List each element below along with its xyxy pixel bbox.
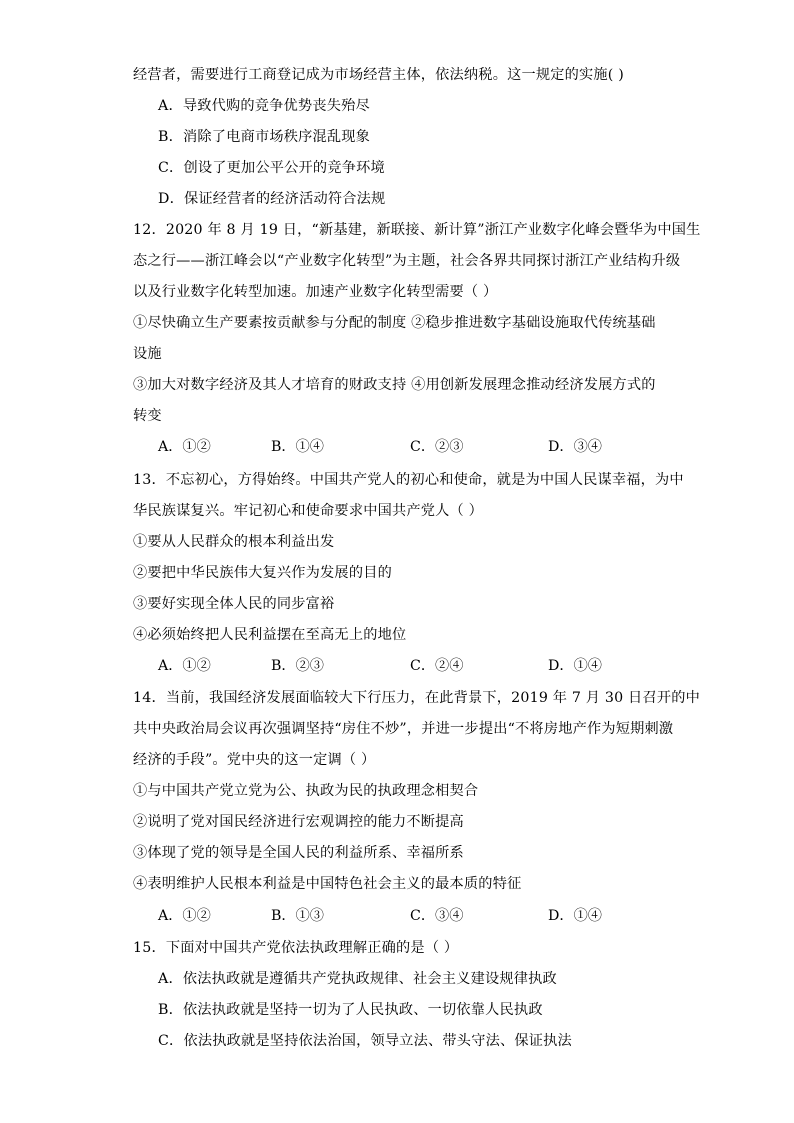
q12-option-a: A．①② (158, 439, 211, 455)
q12-option-c: C．②③ (410, 439, 464, 455)
q14-options (158, 906, 658, 926)
q12-statement-line-4: 转变 (133, 408, 162, 424)
q14-option-c: C．③④ (410, 908, 464, 924)
q12-option-d: D．③④ (548, 439, 602, 455)
q13-option-c: C．②④ (410, 658, 464, 674)
q12-statement-line-2: 设施 (133, 346, 162, 362)
q13-statement-4: ④必须始终把人民利益摆在至高无上的地位 (133, 627, 407, 643)
q12-stem-line-3: 以及行业数字化转型加速。加速产业数字化转型需要（ ） (133, 284, 498, 300)
q13-option-a: A．①② (158, 658, 211, 674)
q14-stem-line-2: 共中央政治局会议再次强调坚持“房住不炒”，并进一步提出“不将房地产作为短期刺激 (133, 721, 674, 737)
q15-option-a: A．依法执政就是遵循共产党执政规律、社会主义建设规律执政 (158, 971, 557, 987)
q15-stem: 15．下面对中国共产党依法执政理解正确的是（ ） (133, 940, 459, 956)
q12-statement-line-3: ③加大对数字经济及其人才培育的财政支持 ④用创新发展理念推动经济发展方式的 (133, 377, 656, 393)
q14-stem-line-1: 14．当前，我国经济发展面临较大下行压力，在此背景下，2019 年 7 月 30 日召开的中 (133, 690, 700, 706)
q14-statement-1: ①与中国共产党立党为公、执政为民的执政理念相契合 (133, 783, 479, 799)
q11-option-b: B．消除了电商市场秩序混乱现象 (158, 129, 371, 145)
q13-statement-3: ③要好实现全体人民的同步富裕 (133, 596, 335, 612)
q13-option-d: D．①④ (548, 658, 602, 674)
q14-option-a: A．①② (158, 908, 211, 924)
q14-statement-3: ③体现了党的领导是全国人民的利益所系、幸福所系 (133, 845, 464, 861)
q13-stem-line-1: 13．不忘初心，方得始终。中国共产党人的初心和使命，就是为中国人民谋幸福，为中 (133, 472, 684, 488)
q13-statement-1: ①要从人民群众的根本利益出发 (133, 534, 335, 550)
q15-option-b: B．依法执政就是坚持一切为了人民执政、一切依靠人民执政 (158, 1002, 543, 1018)
q14-option-d: D．①④ (548, 908, 602, 924)
q15-option-c: C．依法执政就是坚持依法治国，领导立法、带头守法、保证执法 (158, 1033, 572, 1049)
q13-stem-line-2: 华民族谋复兴。牢记初心和使命要求中国共产党人（ ） (133, 503, 484, 519)
q12-stem-line-1: 12．2020 年 8 月 19 日，“新基建，新联接、新计算”浙江产业数字化峰会暨华为中国生 (133, 222, 701, 238)
q11-option-a: A．导致代购的竞争优势丧失殆尽 (158, 98, 370, 114)
q12-stem-line-2: 态之行——浙江峰会以“产业数字化转型”为主题，社会各界共同探讨浙江产业结构升级 (133, 253, 681, 269)
q12-options (158, 437, 658, 457)
q13-option-b: B．②③ (271, 658, 324, 674)
q14-stem-line-3: 经济的手段”。党中央的这一定调（ ） (133, 752, 376, 768)
q14-statement-2: ②说明了党对国民经济进行宏观调控的能力不断提高 (133, 814, 464, 830)
q12-option-b: B．①④ (271, 439, 324, 455)
q12-statement-line-1: ①尽快确立生产要素按贡献参与分配的制度 ②稳步推进数字基础设施取代传统基础 (133, 315, 656, 331)
q11-option-d: D．保证经营者的经济活动符合法规 (158, 191, 386, 207)
q11-option-c: C．创设了更加公平公开的竞争环境 (158, 160, 385, 176)
q11-stem-tail: 经营者，需要进行工商登记成为市场经营主体，依法纳税。这一规定的实施( ) (133, 67, 624, 83)
q13-statement-2: ②要把中华民族伟大复兴作为发展的目的 (133, 565, 392, 581)
q13-options (158, 656, 658, 676)
q14-option-b: B．①③ (271, 908, 324, 924)
q14-statement-4: ④表明维护人民根本利益是中国特色社会主义的最本质的特征 (133, 876, 522, 892)
